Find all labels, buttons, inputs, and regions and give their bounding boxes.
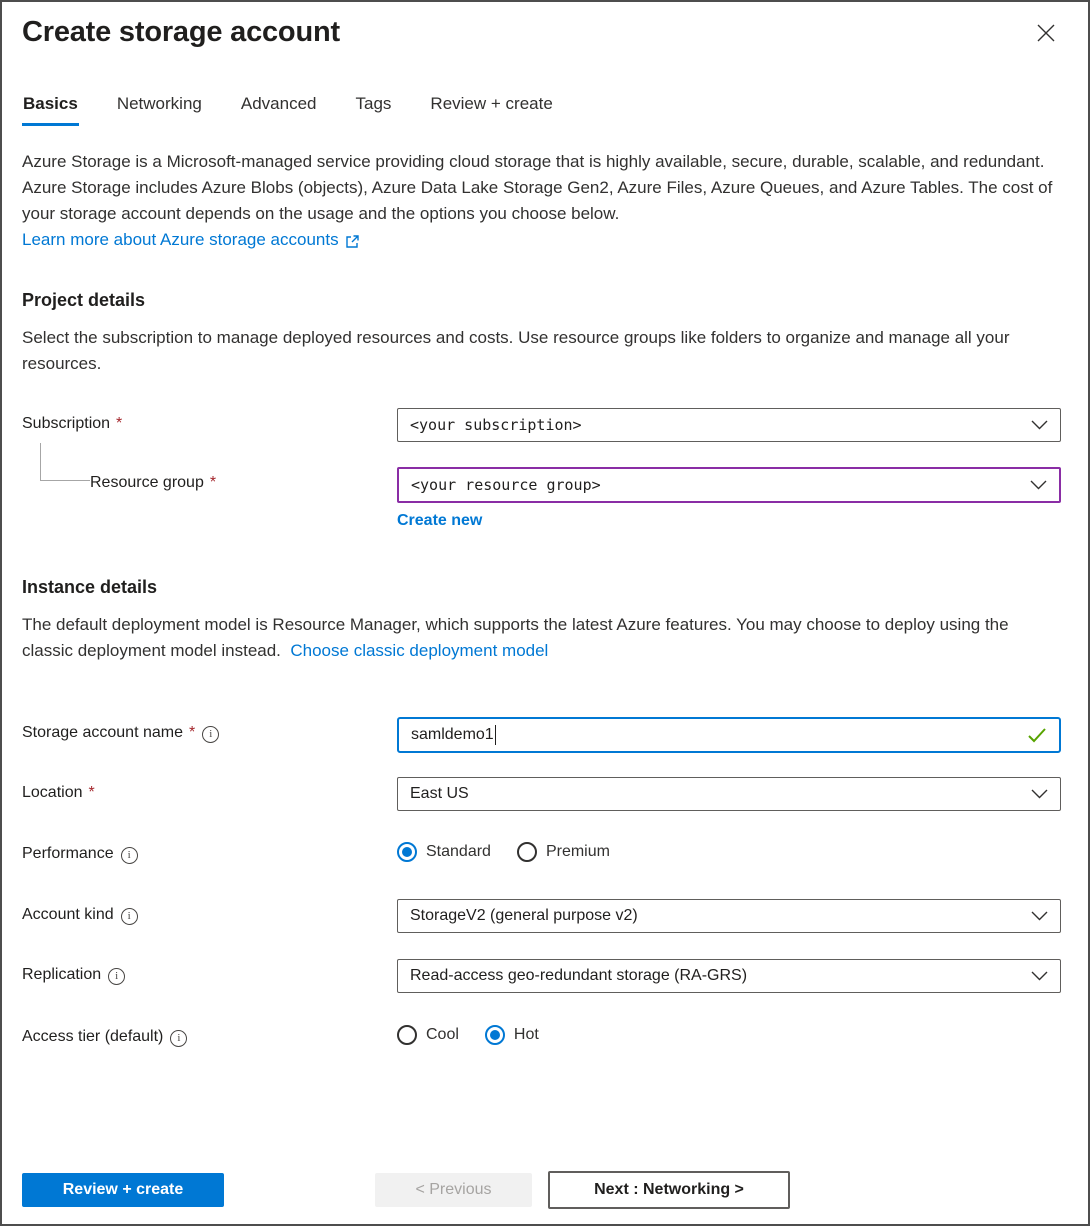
chevron-down-icon bbox=[1031, 971, 1048, 981]
location-label: Location bbox=[22, 784, 83, 801]
resource-group-label-group bbox=[22, 467, 397, 530]
resource-group-dropdown[interactable] bbox=[397, 467, 1061, 503]
text-cursor bbox=[495, 725, 496, 745]
radio-selected-icon bbox=[485, 1025, 505, 1045]
required-asterisk: * bbox=[116, 415, 123, 432]
replication-row bbox=[22, 959, 1061, 993]
required-asterisk: * bbox=[189, 724, 196, 741]
info-icon[interactable]: i bbox=[170, 1030, 187, 1047]
account-kind-dropdown[interactable] bbox=[397, 899, 1061, 933]
access-tier-row bbox=[22, 1021, 1061, 1047]
instance-details-heading: Instance details bbox=[22, 577, 158, 597]
storage-account-name-value: samldemo1 bbox=[411, 726, 494, 743]
chevron-down-icon bbox=[1031, 420, 1048, 430]
radio-standard[interactable] bbox=[397, 842, 491, 862]
radio-premium[interactable] bbox=[517, 842, 610, 862]
required-asterisk: * bbox=[88, 784, 95, 801]
location-dropdown[interactable] bbox=[397, 777, 1061, 811]
instance-details-text: The default deployment model is Resource Manager, which supports the latest Azure features. You may choose to deploy using the classic deployment model instead. bbox=[22, 615, 1009, 660]
info-icon[interactable]: i bbox=[121, 908, 138, 925]
info-icon[interactable]: i bbox=[202, 726, 219, 743]
account-kind-label: Account kind bbox=[22, 906, 114, 923]
account-kind-label-group bbox=[22, 899, 397, 933]
info-icon[interactable]: i bbox=[121, 847, 138, 864]
wizard-footer bbox=[22, 1171, 1061, 1209]
valid-checkmark-icon bbox=[1027, 727, 1047, 743]
radio-standard-label: Standard bbox=[426, 843, 491, 860]
access-tier-label: Access tier (default) bbox=[22, 1028, 164, 1045]
access-tier-radio-group bbox=[397, 1021, 1061, 1045]
subscription-label-group bbox=[22, 408, 397, 442]
resource-group-row bbox=[22, 467, 1061, 530]
dialog-header bbox=[22, 16, 1061, 50]
chevron-down-icon bbox=[1030, 480, 1047, 490]
chevron-down-icon bbox=[1031, 789, 1048, 799]
location-row bbox=[22, 777, 1061, 811]
info-icon[interactable]: i bbox=[108, 968, 125, 985]
create-new-link[interactable]: Create new bbox=[397, 512, 483, 529]
radio-hot[interactable] bbox=[485, 1025, 539, 1045]
tab-tags[interactable]: Tags bbox=[355, 94, 392, 113]
close-icon bbox=[1035, 22, 1057, 44]
account-kind-row bbox=[22, 899, 1061, 933]
required-asterisk: * bbox=[209, 474, 217, 491]
instance-details-description bbox=[22, 612, 1061, 664]
tab-networking[interactable]: Networking bbox=[116, 94, 202, 113]
performance-radio-group bbox=[397, 838, 1061, 862]
tab-review-create[interactable]: Review + create bbox=[430, 94, 553, 113]
external-link-icon bbox=[345, 232, 360, 249]
subscription-dropdown[interactable] bbox=[397, 408, 1061, 442]
close-button[interactable] bbox=[1025, 16, 1067, 50]
radio-hot-label: Hot bbox=[513, 1026, 539, 1043]
tab-basics[interactable]: Basics bbox=[22, 94, 79, 126]
replication-dropdown[interactable] bbox=[397, 959, 1061, 993]
hierarchy-connector-line bbox=[40, 443, 90, 481]
replication-label: Replication bbox=[22, 966, 102, 983]
resource-group-label: Resource group bbox=[90, 474, 204, 491]
performance-label: Performance bbox=[22, 845, 114, 862]
storage-account-name-label: Storage account name bbox=[22, 724, 183, 741]
radio-unselected-icon bbox=[397, 1025, 417, 1045]
storage-account-name-row bbox=[22, 717, 1061, 753]
wizard-tabs bbox=[22, 94, 1061, 126]
replication-value: Read-access geo-redundant storage (RA-GRS) bbox=[410, 967, 748, 984]
chevron-down-icon bbox=[1031, 911, 1048, 921]
radio-selected-icon bbox=[397, 842, 417, 862]
replication-label-group bbox=[22, 959, 397, 993]
tab-advanced[interactable]: Advanced bbox=[240, 94, 317, 113]
access-tier-label-group bbox=[22, 1021, 397, 1047]
subscription-value: <your subscription> bbox=[410, 416, 582, 434]
subscription-label: Subscription bbox=[22, 415, 111, 432]
radio-unselected-icon bbox=[517, 842, 537, 862]
intro-text: Azure Storage is a Microsoft-managed service providing cloud storage that is highly available, secure, durable, scalable, and redundant. Azure Storage includes Azure Blobs (objects), Azure Data Lake Storage Gen2, Azure Files, Azure Queues, and Azure Tables. The cost of your storage account depends on the usage and the options you choose below. bbox=[22, 152, 1053, 223]
next-networking-button[interactable]: Next : Networking > bbox=[548, 1171, 790, 1209]
account-kind-value: StorageV2 (general purpose v2) bbox=[410, 907, 638, 924]
project-details-description: Select the subscription to manage deployed resources and costs. Use resource groups like folders to organize and manage all your resources. bbox=[22, 328, 1010, 373]
subscription-row bbox=[22, 408, 1061, 442]
location-value: East US bbox=[410, 785, 469, 802]
location-label-group bbox=[22, 777, 397, 811]
learn-more-link[interactable]: Learn more about Azure storage accounts bbox=[22, 230, 339, 249]
review-create-button[interactable]: Review + create bbox=[22, 1173, 224, 1207]
storage-account-name-label-group bbox=[22, 717, 397, 753]
performance-row bbox=[22, 838, 1061, 864]
page-title: Create storage account bbox=[22, 16, 340, 48]
previous-button[interactable]: < Previous bbox=[375, 1173, 532, 1207]
radio-cool[interactable] bbox=[397, 1025, 459, 1045]
radio-cool-label: Cool bbox=[426, 1026, 459, 1043]
project-details-heading: Project details bbox=[22, 290, 146, 310]
performance-label-group bbox=[22, 838, 397, 864]
resource-group-value: <your resource group> bbox=[411, 476, 601, 494]
radio-premium-label: Premium bbox=[545, 843, 610, 860]
classic-deployment-link[interactable]: Choose classic deployment model bbox=[290, 641, 549, 660]
storage-account-name-input[interactable] bbox=[397, 717, 1061, 753]
